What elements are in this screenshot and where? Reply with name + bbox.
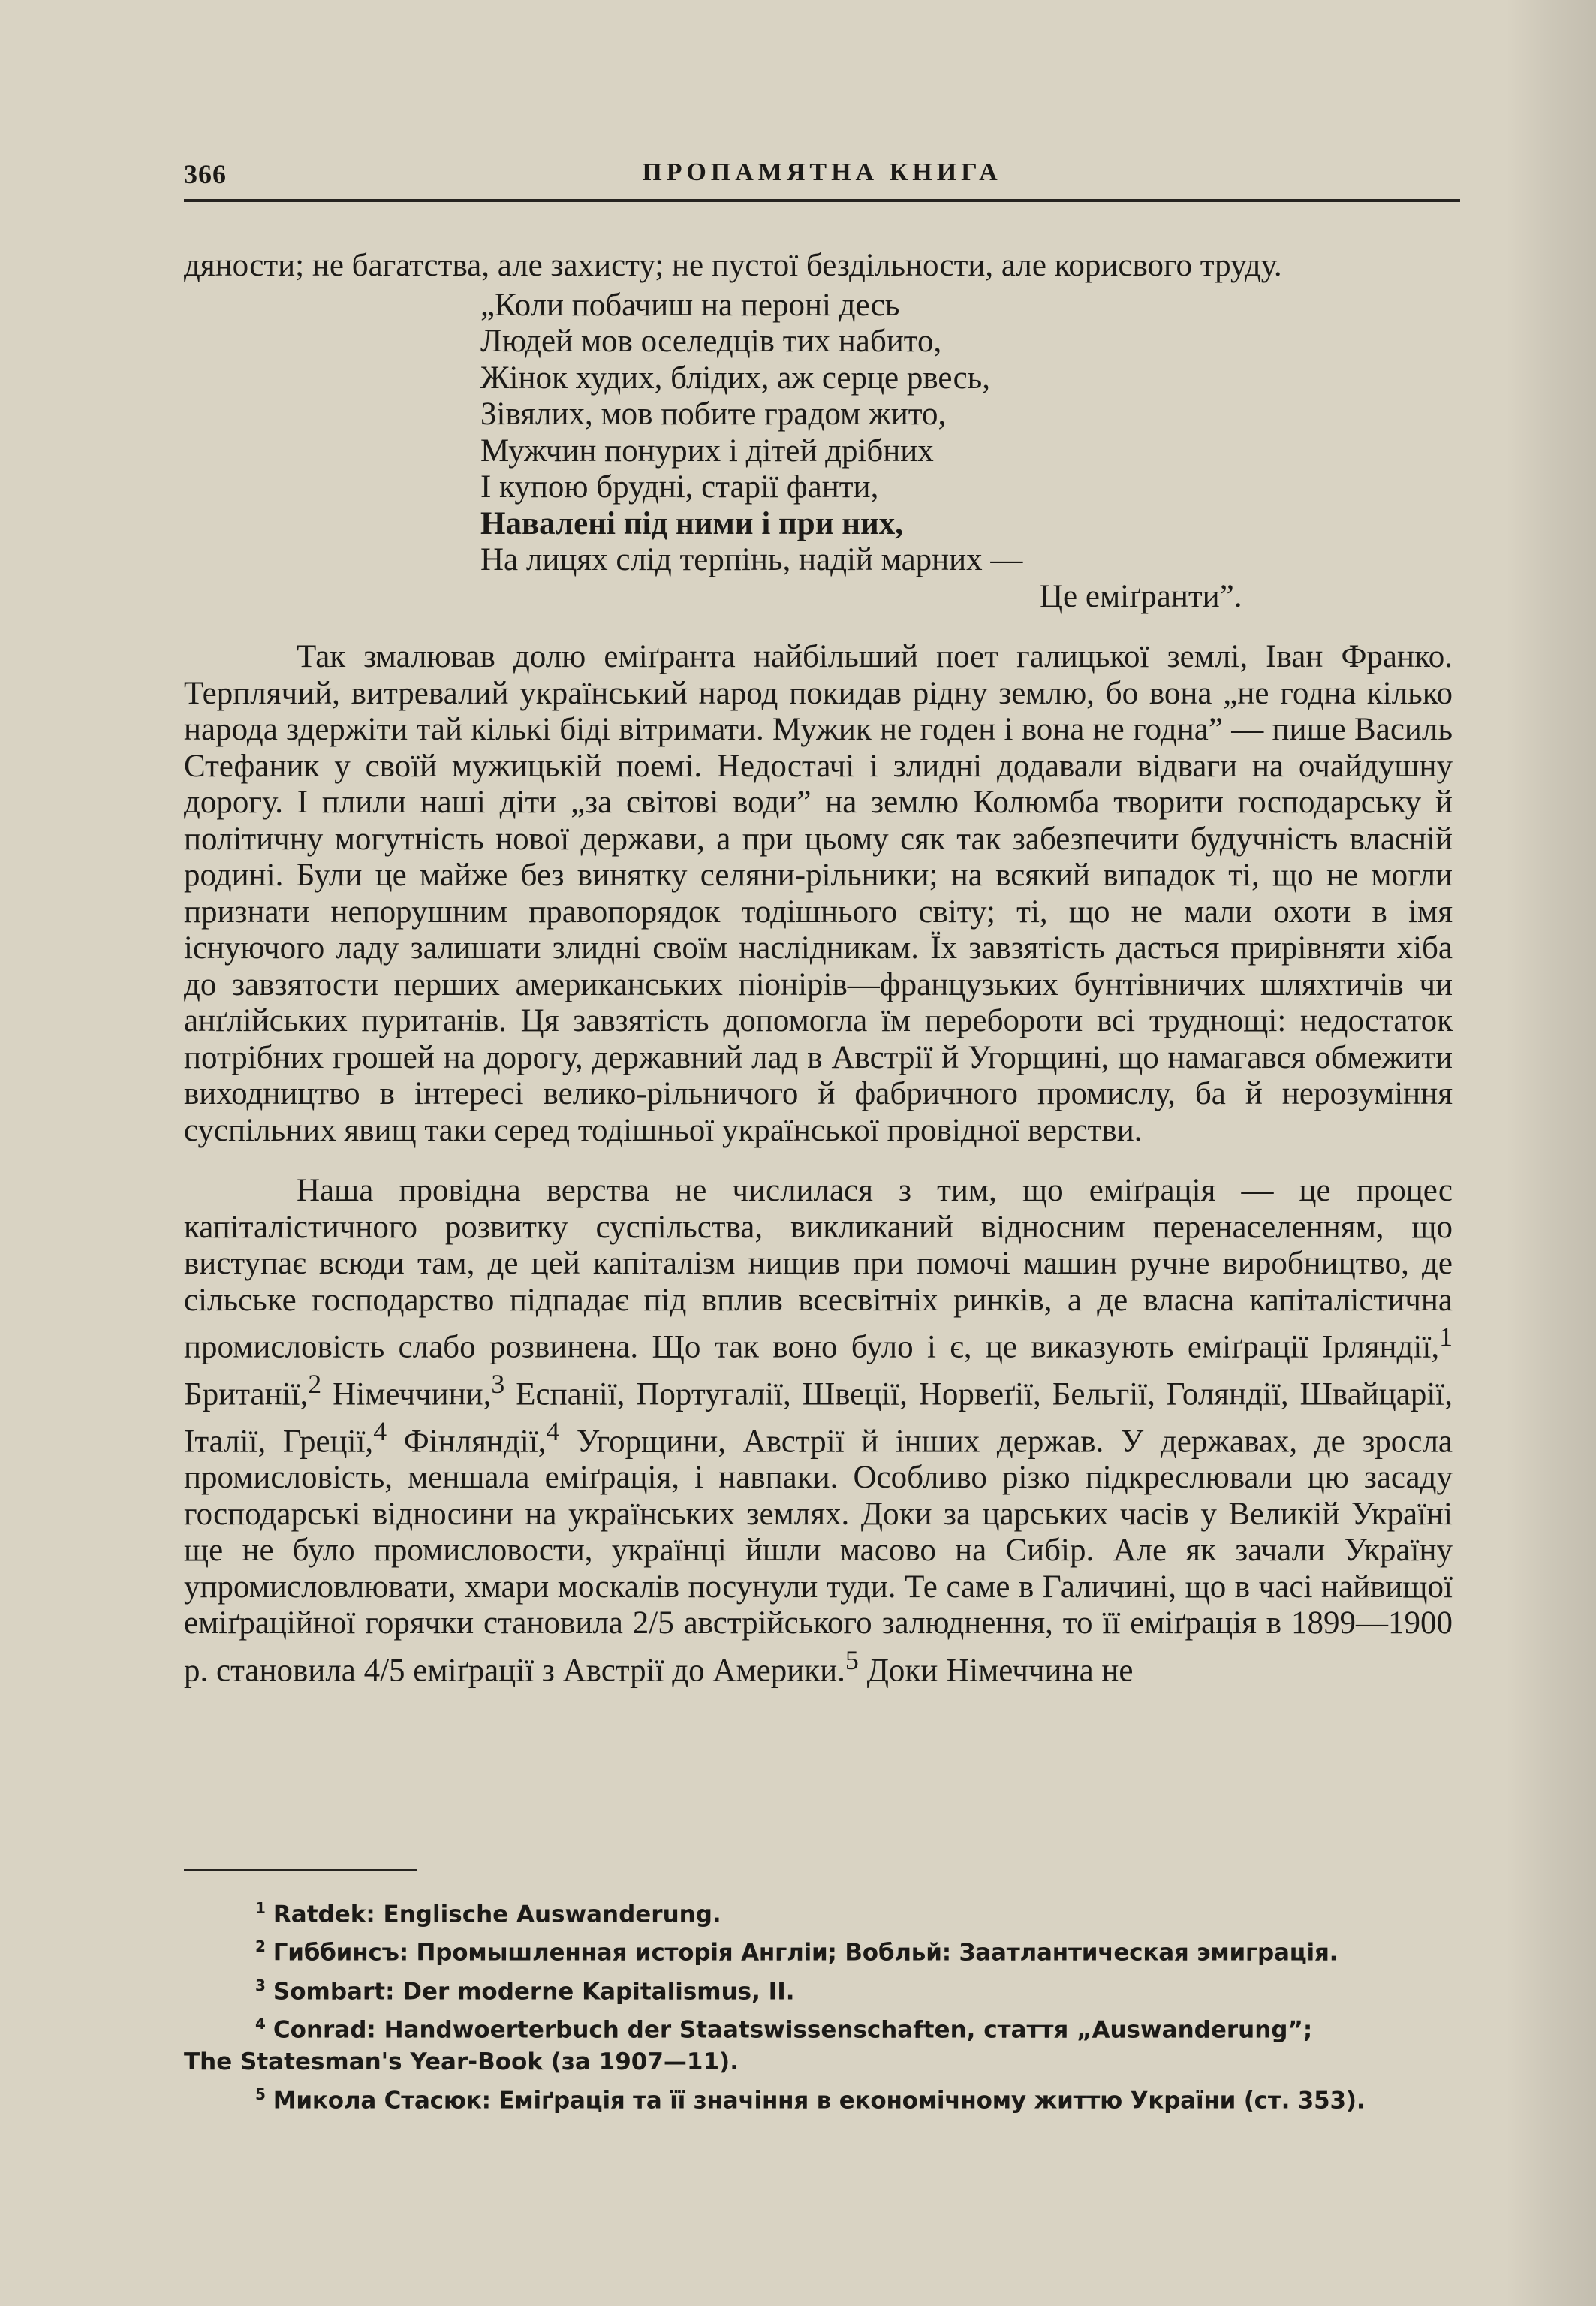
continued-paragraph: дяности; не багатства, але захисту; не пустої бездільности, але корисвого труду. (184, 248, 1282, 283)
paragraph-emigration (184, 1173, 1453, 1690)
paragraph-text: Еспанії, Португалії, Швеції, Норвеґії, Бельгії, Голяндії, Швайцарії, Італії, Греції, (184, 1376, 1453, 1459)
footnote (184, 1931, 1453, 1969)
paragraph-text: Доки Німеччина не (858, 1653, 1134, 1689)
poem-line: Людей мов оселедців тих набито, (480, 324, 942, 359)
footnotes-divider (184, 1869, 417, 1871)
footnote-mark: 3 (255, 1976, 266, 1994)
poem-line: Навалені під ними і при них, (480, 505, 904, 541)
footnote-ref: 1 (1439, 1322, 1453, 1352)
footnote (184, 1970, 1453, 2008)
poem-quote (480, 288, 1453, 616)
footnote-mark: 5 (255, 2085, 266, 2104)
footnote-mark: 1 (255, 1899, 266, 1917)
poem-line: Мужчин понурих і дітей дрібних (480, 433, 934, 469)
running-header (184, 154, 1460, 202)
footnote (184, 2008, 1453, 2046)
footnote-text: The Statesman's Year-Book (за 1907—11). (184, 2048, 739, 2076)
paragraph-text: Британії, (184, 1376, 309, 1412)
footnote-continuation (184, 2046, 1453, 2078)
book-title: ПРОПАМЯТНА КНИГА (642, 158, 1002, 186)
poem-line: На лицях слід терпінь, надій марних — (480, 542, 1023, 577)
footnote-text: Микола Стасюк: Еміґрація та її значіння в економічному життю України (ст. 353). (273, 2087, 1366, 2115)
footnote-ref: 2 (308, 1368, 322, 1399)
footnote (184, 2078, 1453, 2117)
footnote-text: Гиббинсъ: Промышленная исторія Англіи; Вобльй: Заатлантическая эмиграція. (273, 1939, 1339, 1967)
main-text (184, 248, 1453, 1690)
footnote-ref: 3 (491, 1368, 505, 1399)
paragraph-text: Фінляндії, (387, 1423, 547, 1459)
paragraph-text: Німеччини, (321, 1376, 492, 1412)
footnote-ref: 4 (546, 1415, 560, 1446)
page-edge-shadow (1506, 0, 1596, 2306)
poem-line: І купою брудні, старії фанти, (480, 469, 879, 505)
paragraph-text: Наша провідна верства не числилася з тим, що еміґрація — це процес капіталістичного розвитку суспільства, викликаний відносним перенаселенням, що виступає всюди там, де цей капіталізм нищив при помочі машин ручне виробництво, де сільське господарство підпадає під вплив всесвітніх ринків, а де власна капіталістична промисловість слабо розвинена. Що так воно було і є, це виказують еміґрації Ірляндії, (184, 1173, 1453, 1365)
footnote-ref: 4 (373, 1415, 387, 1446)
poem-line: Жінок худих, блідих, аж серце рвесь, (480, 360, 991, 396)
footnote-mark: 2 (255, 1937, 266, 1956)
footnotes (184, 1892, 1453, 2118)
footnote-mark: 4 (255, 2014, 266, 2033)
paragraph-text: Угорщини, Австрії й інших держав. У державах, де зросла промисловість, меншала еміґрація, і навпаки. Особливо різко підкреслювали цю засаду господарські відносини на українських землях. Доки за царських часів у Великій Україні ще не було промисловости, українці йшли масово на Сибір. Але як зачали Україну упромисловлювати, хмари москалів посунули туди. Те саме в Галичині, що в часі найвищої еміґраційної горячки становила 2/5 австрійського залюднення, то її еміґрація в 1899—1900 р. становила 4/5 еміґрації з Австрії до Америки. (184, 1423, 1453, 1689)
paragraph-franko: Так змалював долю еміґранта найбільший поет галицької землі, Іван Франко. Терплячий, витревалий український народ покидав рідну землю, бо вона „не годна кілько народа здержіти тай кількі біді вітримати. Мужик не годен і вона не годна” — пише Василь Стефаник у своїй мужицькій поемі. Недостачі і злидні додавали відваги на очайдушну дорогу. І плили наші діти „за світові води” на землю Колюмба творити господарську й політичну могутність нової держави, а при цьому сяк так забезпечити будучність власній родині. Були це майже без винятку селяни-рільники; на всякий випадок ті, що не могли признати непорушним правопорядок тодішнього світу; ті, що не мали охоти в імя існуючого ладу залишати злидні своїм наслідникам. Їх завзятість дасться прирівняти хіба до завзятости перших американських піонірів—французьких бунтівничих шляхтичів чи анґлійських пуританів. Ця завзятість допомогла їм перебороти всі труднощі: недостаток потрібних грошей на дорогу, державний лад в Австрії й Угорщині, що намагався обмежити виходництво в інтересі велико-рільничого й фабричного промислу, ба й нерозуміння суспільних явищ таки серед тодішньої української провідної верстви. (184, 639, 1453, 1148)
footnote-text: Sombart: Der moderne Kapitalismus, II. (273, 1977, 795, 2005)
poem-line: Зівялих, мов побите градом жито, (480, 396, 947, 432)
footnote-text: Conrad: Handwoerterbuch der Staatswissenschaften, стаття „Auswanderung”; (273, 2016, 1313, 2044)
page-number: 366 (184, 159, 227, 189)
poem-line: „Коли побачиш на пероні десь (480, 287, 900, 323)
footnote-ref: 5 (845, 1644, 859, 1675)
poem-line: Це еміґранти”. (1040, 578, 1242, 614)
footnote (184, 1892, 1453, 1931)
footnote-text: Ratdek: Englische Auswanderung. (273, 1901, 721, 1928)
